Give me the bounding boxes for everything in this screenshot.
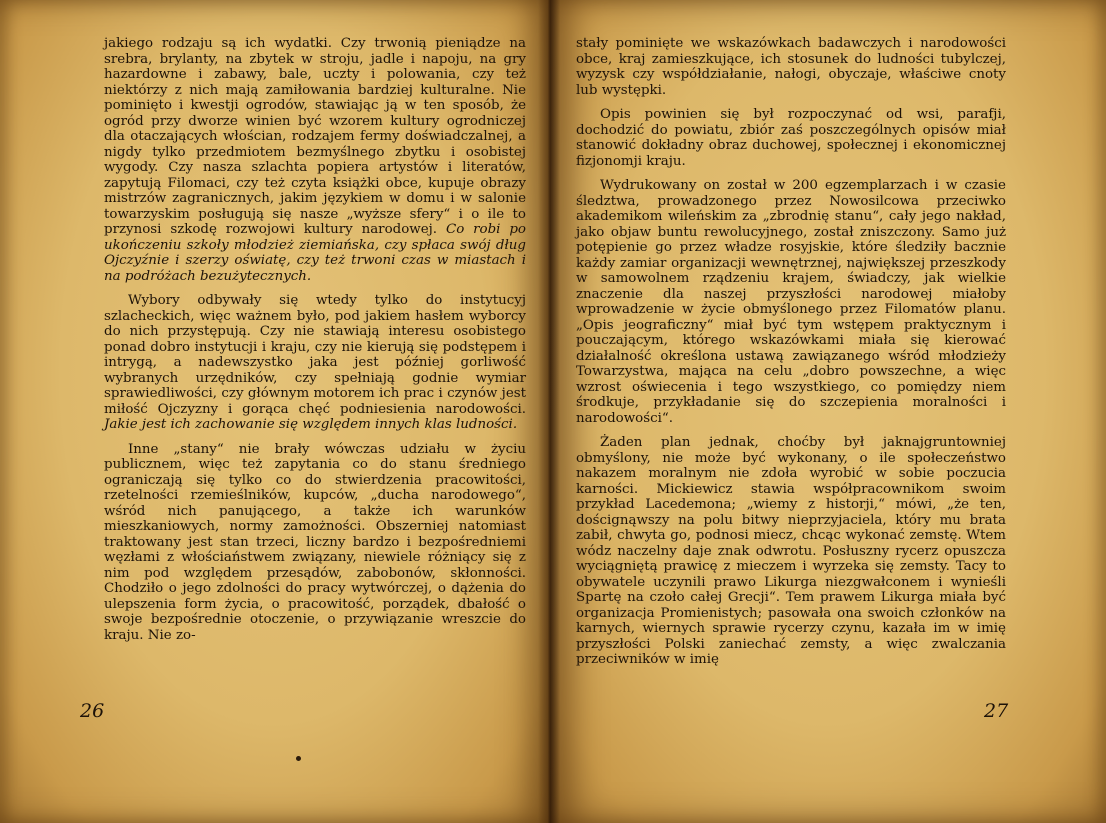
left-page — [0, 0, 548, 823]
right-page-text — [576, 36, 1006, 668]
paper-speck — [296, 756, 301, 761]
left-page-text — [104, 36, 526, 643]
right-page — [548, 0, 1106, 823]
left-paragraph-2-text: Wybory odbywały się wtedy tylko do instytucyj szlacheckich, więc ważnem było, pod jakiem hasłem wyborcy do nich przystępują. Czy nie stawiają interesu osobistego ponad dobro instytucji i kraju, czy nie kierują się podstępem i intrygą, a nadewszystko jaka jest później gorliwość wybranych urzędników, czy spełniają godnie wymiar sprawiedliwości, czy głównym motorem ich prac i czynów jest miłość Ojczyzny i gorąca chęć podniesienia narodowości. — [104, 293, 526, 417]
right-paragraph-4 — [576, 435, 1006, 668]
left-paragraph-3 — [104, 442, 526, 644]
right-paragraph-1 — [576, 36, 1006, 98]
right-paragraph-2 — [576, 107, 1006, 169]
right-paragraph-3 — [576, 178, 1006, 426]
left-paragraph-1 — [104, 36, 526, 284]
page-number-left: 26 — [80, 700, 105, 722]
right-paragraph-1-text: stały pominięte we wskazówkach badawczych i narodowości obce, kraj zamieszkujące, ich stosunek do ludności tubylczej, wyzysk czy współdziałanie, nałogi, obyczaje, właściwe cnoty lub występki. — [576, 36, 1006, 98]
left-paragraph-1-italic-text: Co robi po ukończeniu szkoły młodzież ziemiańska, czy spłaca swój dług Ojczyźnie i szerzy oświatę, czy też trwoni czas w miastach i na podróżach bezużytecznych. — [104, 222, 526, 284]
page-number-right: 27 — [984, 700, 1009, 722]
right-paragraph-4-text: Żaden plan jednak, choćby był jaknajgruntowniej obmyślony, nie może być wykonany, o ile społeczeństwo nakazem moralnym nie zdoła wyrobić w sobie poczucia karności. Mickiewicz stawia współpracownikom swoim przykład Lacedemona; „wiemy z historji,“ mówi, „że ten, doścignąwszy na polu bitwy nieprzyjaciela, który mu brata zabił, chwyta go, podnosi miecz, chcąc wykonać zemstę. Wtem wódz naczelny daje znak odwrotu. Posłuszny rycerz opuszcza wyciągniętą prawicę z mieczem i wyrzeka się zemsty. Tacy to obywatele uczynili prawo Likurga niezgwałconem i wynieśli Spartę na czoło całej Grecji“. Tem prawem Likurga miała być organizacja Promienistych; pasowała ona swoich członków na karnych, wiernych sprawie rycerzy czynu, kazała im w imię przyszłości Polski zaniechać zemsty, a więc zwalczania przeciwników w imię — [576, 435, 1006, 667]
left-paragraph-2 — [104, 293, 526, 433]
left-paragraph-1-text: jakiego rodzaju są ich wydatki. Czy trwonią pieniądze na srebra, brylanty, na zbytek w stroju, jadle i napoju, na gry hazardowne i zabawy, bale, uczty i polowania, czy też niektórzy z nich mają zamiłowania bardziej kulturalne. Nie pominięto i kwestji ogrodów, stawiając ją w ten sposób, że ogród przy dworze winien być wzorem kultury ogrodniczej dla otaczających włościan, rodzajem fermy doświadczalnej, a nigdy tylko przedmiotem bezmyślnego zbytku i osobistej wygody. Czy nasza szlachta popiera artystów i literatów, zapytują Filomaci, czy też czyta książki obce, kupuje obrazy mistrzów zagranicznych, jakim językiem w domu i w salonie towarzyskim posługują się nasze „wyższe sfery“ i o ile to przynosi szkodę rozwojowi kultury narodowej. — [104, 36, 526, 237]
right-paragraph-3-text: Wydrukowany on został w 200 egzemplarzach i w czasie śledztwa, prowadzonego przez Nowosilcowa przeciwko akademikom wileńskim za „zbrodnię stanu“, cały jego nakład, jako objaw buntu rewolucyjnego, został zniszczony. Samo już potępienie go przez władze rosyjskie, które śledziły bacznie każdy zamiar organizacji wewnętrznej, największej przeszkody w samowolnem rządzeniu krajem, świadczy, jak wielkie znaczenie dla naszej przyszłości narodowej miałoby wprowadzenie w życie obmyślonego przez Filomatów planu. „Opis jeograficzny“ miał być tym wstępem praktycznym i pouczającym, którego wskazówkami miała się kierować działalność określona ustawą zawiązanego wśród młodzieży Towarzystwa, mająca na celu „dobro powszechne, a więc wzrost oświecenia i tego wszystkiego, co pomiędzy niem środkuje, przykładanie się do szczepienia moralności i narodowości“. — [576, 178, 1006, 426]
left-paragraph-3-text: Inne „stany“ nie brały wówczas udziału w życiu publicznem, więc też zapytania co do stanu średniego ograniczają się tylko co do stwierdzenia pracowitości, rzetelności rzemieślników, kupców, „ducha narodowego“, wśród nich panującego, a także ich warunków mieszkaniowych, normy zamożności. Obszerniej natomiast traktowany jest stan trzeci, liczny bardzo i bezpośredniemi węzłami z włościaństwem związany, niewiele różniący się z nim pod względem przesądów, zabobonów, skłonności. Chodziło o jego zdolności do pracy wytwórczej, o dążenia do ulepszenia form życia, o pracowitość, porządek, dbałość o swoje bezpośrednie otoczenie, o przywiązanie wreszcie do kraju. Nie zo- — [104, 441, 526, 643]
left-paragraph-2-italic-text: Jakie jest ich zachowanie się względem innych klas ludności. — [104, 417, 518, 432]
right-paragraph-2-text: Opis powinien się był rozpoczynać od wsi, parafji, dochodzić do powiatu, zbiór zaś poszczególnych opisów miał stanowić dokładny obraz duchowej, społecznej i ekonomicznej fizjonomji kraju. — [576, 107, 1006, 169]
